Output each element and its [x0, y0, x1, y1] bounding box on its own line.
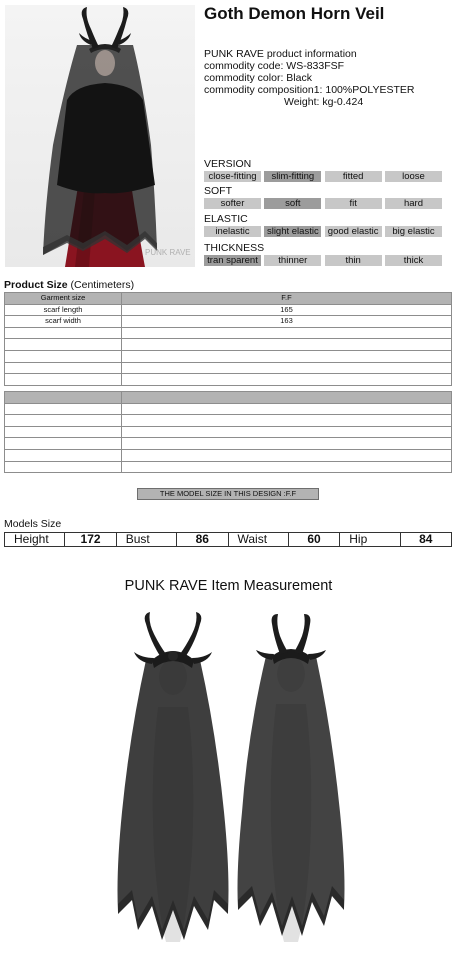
model-veil-illustration	[5, 5, 195, 267]
table-row-empty	[5, 327, 452, 339]
product-info	[204, 48, 414, 108]
attr-title: VERSION	[204, 158, 252, 170]
commodity-color: commodity color: Black	[204, 72, 312, 84]
size-value-cell: 163	[122, 316, 452, 328]
table-header-row	[5, 392, 452, 404]
model-bust-label: Bust	[117, 533, 177, 546]
photo-watermark: PUNK RAVE	[145, 248, 191, 257]
veil-back-view	[226, 612, 356, 952]
veil-back-illustration	[226, 612, 356, 952]
attr-version	[204, 159, 442, 182]
attr-option: thin	[325, 255, 382, 266]
veil-front-view	[108, 612, 238, 952]
attr-option-selected: soft	[264, 198, 321, 209]
attr-option-selected: slim-fitting	[264, 171, 321, 182]
commodity-code: commodity code: WS-833FSF	[204, 60, 345, 72]
table-row-empty	[5, 461, 452, 473]
attr-option: good elastic	[325, 226, 382, 237]
attr-option: fitted	[325, 171, 382, 182]
product-size-unit: (Centimeters)	[67, 279, 135, 291]
attr-soft	[204, 186, 442, 209]
table-row-empty	[5, 415, 452, 427]
size-label-cell: scarf length	[5, 304, 122, 316]
attr-elastic	[204, 214, 442, 237]
model-waist-value: 60	[289, 533, 340, 546]
header-cell: F.F	[122, 293, 452, 305]
product-size-title	[4, 279, 134, 291]
attr-thickness	[204, 243, 442, 266]
attr-option: inelastic	[204, 226, 261, 237]
veil-front-illustration	[108, 612, 238, 952]
models-size-title: Models Size	[4, 518, 62, 530]
table-row-empty	[5, 438, 452, 450]
table-row-empty	[5, 426, 452, 438]
model-design-size: THE MODEL SIZE IN THIS DESIGN :F.F	[137, 488, 319, 500]
model-bust-value: 86	[177, 533, 228, 546]
table-row-empty	[5, 362, 452, 374]
table-header-row	[5, 293, 452, 305]
product-photo	[5, 5, 195, 267]
extra-size-table	[4, 391, 452, 473]
model-hip-value: 84	[419, 532, 433, 546]
model-waist-label: Waist	[229, 533, 289, 546]
attr-option: loose	[385, 171, 442, 182]
table-row-empty	[5, 339, 452, 351]
table-row-empty	[5, 403, 452, 415]
attr-title: SOFT	[204, 185, 232, 197]
attr-option: thick	[385, 255, 442, 266]
table-row-empty	[5, 350, 452, 362]
size-label-cell: scarf width	[5, 316, 122, 328]
product-title: Goth Demon Horn Veil	[204, 4, 385, 23]
info-heading: PUNK RAVE product information	[204, 48, 357, 60]
attr-option: fit	[325, 198, 382, 209]
attr-option: softer	[204, 198, 261, 209]
measurement-title: PUNK RAVE Item Measurement	[124, 578, 333, 594]
size-value-cell: 165	[122, 304, 452, 316]
model-height-value: 172	[65, 533, 116, 546]
attr-option: hard	[385, 198, 442, 209]
table-row-empty	[5, 449, 452, 461]
attr-option-selected: tran sparent	[204, 255, 261, 266]
commodity-composition: commodity composition1: 100%POLYESTER	[204, 84, 415, 96]
header-cell: Garment size	[5, 293, 122, 305]
table-row	[5, 304, 452, 316]
table-row	[5, 316, 452, 328]
attr-title: ELASTIC	[204, 213, 248, 225]
model-height-label: Height	[5, 533, 65, 546]
attr-option: thinner	[264, 255, 321, 266]
model-hip-label: Hip	[340, 533, 400, 546]
attr-option-selected: slight elastic	[264, 226, 321, 237]
product-size-title-bold: Product Size	[4, 279, 68, 291]
attr-title: THICKNESS	[204, 242, 265, 254]
attr-option: close-fitting	[204, 171, 261, 182]
commodity-weight: Weight: kg-0.424	[284, 96, 364, 108]
attr-option: big elastic	[385, 226, 442, 237]
product-size-table	[4, 292, 452, 386]
table-row-empty	[5, 374, 452, 386]
models-size-table	[4, 532, 452, 547]
